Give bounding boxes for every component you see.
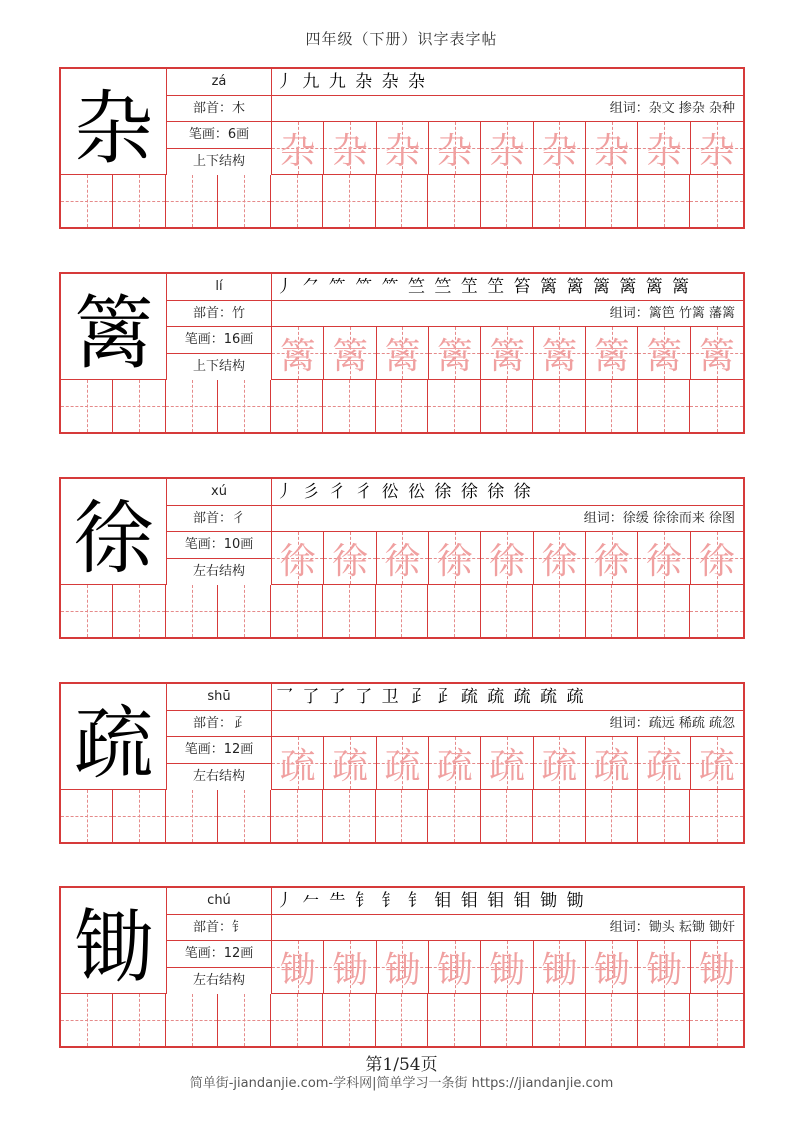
trace-cell [534,122,586,175]
trace-row [272,532,743,585]
word-list: 组词：篱笆 竹篱 藩篱 [272,301,743,328]
blank-cell [61,175,113,227]
trace-cell [272,737,324,790]
trace-cell [586,327,638,380]
blank-cell [481,994,533,1046]
blank-cell [218,380,270,432]
trace-row [272,122,743,175]
blank-cell [271,380,323,432]
blank-cell [323,790,375,842]
blank-cell [166,994,218,1046]
blank-cell [481,175,533,227]
blank-cell [533,994,585,1046]
practice-card [59,272,745,434]
blank-cell [428,994,480,1046]
trace-char: 徐 [488,540,525,582]
trace-cell [377,532,429,585]
radical: 部首：彳 [167,506,271,533]
trace-cell [481,327,533,380]
blank-cell [428,790,480,842]
pinyin: xú [167,479,271,506]
word-list: 组词：杂文 掺杂 杂种 [272,96,743,123]
blank-row [61,994,743,1046]
trace-char: 锄 [698,949,735,991]
big-character: 徐 [61,479,167,585]
blank-cell [113,585,165,637]
blank-cell [61,994,113,1046]
trace-char: 疏 [645,745,682,787]
trace-cell [481,941,533,994]
trace-char: 篱 [436,335,473,377]
blank-cell [376,380,428,432]
trace-row [272,737,743,790]
trace-char: 篱 [645,335,682,377]
trace-cell [534,941,586,994]
stroke-count: 笔画：12画 [167,941,271,968]
trace-cell [586,122,638,175]
trace-cell [324,532,376,585]
trace-cell [429,122,481,175]
big-character: 疏 [61,684,167,790]
trace-char: 徐 [436,540,473,582]
blank-cell [323,380,375,432]
blank-cell [61,790,113,842]
trace-cell [377,122,429,175]
trace-char: 杂 [645,130,682,172]
blank-cell [376,175,428,227]
big-character: 杂 [61,69,167,175]
stroke-count: 笔画：16画 [167,327,271,354]
site-footer: 简单街-jiandanjie.com-学科网|简单学习一条街 https://jiandanjie.com [189,1076,614,1091]
pinyin: lí [167,274,271,301]
trace-cell [534,327,586,380]
blank-cell [428,380,480,432]
trace-cell [272,532,324,585]
trace-char: 篱 [541,335,578,377]
trace-char: 锄 [279,949,316,991]
trace-char: 徐 [331,540,368,582]
blank-cell [690,380,742,432]
char-info [167,479,272,585]
char-info [167,274,272,380]
trace-char: 篱 [331,335,368,377]
trace-char: 杂 [279,130,316,172]
blank-cell [271,994,323,1046]
trace-cell [691,122,743,175]
blank-cell [218,790,270,842]
char-info [167,684,272,790]
trace-char: 锄 [384,949,421,991]
blank-cell [533,175,585,227]
trace-cell [691,737,743,790]
trace-char: 徐 [541,540,578,582]
stroke-order: 乛 了 了 了 卫 𤴔 𤴔 疏 疏 疏 疏 疏 [272,684,743,711]
word-list: 组词：锄头 耘锄 锄奸 [272,915,743,942]
trace-char: 杂 [541,130,578,172]
trace-cell [272,122,324,175]
trace-char: 锄 [488,949,525,991]
pinyin: zá [167,69,271,96]
trace-char: 杂 [384,130,421,172]
trace-cell [324,327,376,380]
trace-cell [324,737,376,790]
blank-cell [638,175,690,227]
trace-char: 徐 [279,540,316,582]
blank-cell [323,585,375,637]
stroke-order: 丿 𠂉 ⺧ 钅 钅 钅 钼 钼 钼 钼 锄 锄 [272,888,743,915]
blank-cell [323,175,375,227]
blank-cell [271,585,323,637]
radical: 部首：木 [167,96,271,123]
trace-cell [586,737,638,790]
blank-cell [586,175,638,227]
trace-cell [691,941,743,994]
trace-char: 疏 [279,745,316,787]
blank-cell [690,790,742,842]
trace-char: 杂 [331,130,368,172]
blank-cell [428,585,480,637]
blank-cell [586,790,638,842]
stroke-count: 笔画：12画 [167,737,271,764]
blank-cell [218,994,270,1046]
blank-cell [376,994,428,1046]
big-character: 锄 [61,888,167,994]
blank-cell [218,175,270,227]
blank-cell [113,790,165,842]
trace-cell [691,327,743,380]
blank-cell [638,585,690,637]
blank-cell [166,380,218,432]
trace-char: 篱 [384,335,421,377]
trace-char: 疏 [593,745,630,787]
trace-char: 疏 [384,745,421,787]
blank-cell [638,994,690,1046]
trace-cell [429,327,481,380]
trace-row [272,327,743,380]
blank-cell [533,380,585,432]
blank-cell [428,175,480,227]
blank-cell [690,585,742,637]
trace-cell [638,941,690,994]
trace-cell [272,327,324,380]
trace-char: 徐 [645,540,682,582]
trace-cell [586,532,638,585]
structure: 左右结构 [192,972,245,988]
trace-char: 徐 [384,540,421,582]
blank-cell [61,585,113,637]
stroke-order: 丿 ⺈ ⺮ ⺮ ⺮ 竺 竺 笁 笁 笞 篱 篱 篱 篱 篱 篱 [272,274,743,301]
trace-cell [429,737,481,790]
blank-cell [166,790,218,842]
trace-cell [586,941,638,994]
blank-cell [218,585,270,637]
trace-char: 杂 [593,130,630,172]
practice-card [59,67,745,229]
trace-cell [638,737,690,790]
char-info [167,69,272,175]
pinyin: shū [167,684,271,711]
stroke-count: 笔画：6画 [167,122,271,149]
page-number: 第1/54页 [365,1055,438,1075]
blank-row [61,790,743,842]
trace-cell [638,327,690,380]
blank-cell [481,380,533,432]
trace-char: 杂 [436,130,473,172]
trace-cell [481,532,533,585]
stroke-order: 丿 九 九 杂 杂 杂 [272,69,743,96]
structure: 上下结构 [192,153,245,169]
trace-cell [691,532,743,585]
trace-cell [534,737,586,790]
blank-row [61,585,743,637]
blank-cell [323,994,375,1046]
blank-row [61,175,743,227]
trace-char: 锄 [331,949,368,991]
trace-char: 徐 [698,540,735,582]
big-character: 篱 [61,274,167,380]
trace-cell [638,532,690,585]
trace-cell [481,737,533,790]
blank-cell [113,175,165,227]
structure: 上下结构 [192,358,245,374]
blank-cell [690,175,742,227]
radical: 部首：𤴔 [167,711,271,738]
trace-char: 篱 [488,335,525,377]
blank-cell [166,175,218,227]
trace-cell [534,532,586,585]
trace-cell [377,737,429,790]
blank-cell [533,585,585,637]
trace-char: 疏 [698,745,735,787]
structure: 左右结构 [192,563,245,579]
radical: 部首：钅 [167,915,271,942]
blank-cell [638,790,690,842]
trace-cell [429,941,481,994]
trace-char: 疏 [436,745,473,787]
blank-cell [481,585,533,637]
trace-char: 疏 [541,745,578,787]
blank-cell [376,790,428,842]
trace-cell [324,122,376,175]
trace-char: 疏 [488,745,525,787]
trace-cell [429,532,481,585]
page-title: 四年级（下册）识字表字帖 [305,30,498,48]
radical: 部首：竹 [167,301,271,328]
blank-cell [586,585,638,637]
trace-cell [481,122,533,175]
structure: 左右结构 [192,768,245,784]
blank-cell [376,585,428,637]
pinyin: chú [167,888,271,915]
blank-cell [61,380,113,432]
blank-cell [586,380,638,432]
blank-cell [113,380,165,432]
trace-cell [377,941,429,994]
practice-card [59,477,745,639]
blank-cell [638,380,690,432]
trace-char: 杂 [698,130,735,172]
trace-char: 锄 [436,949,473,991]
blank-cell [533,790,585,842]
blank-cell [271,790,323,842]
trace-row [272,941,743,994]
trace-cell [638,122,690,175]
blank-cell [271,175,323,227]
trace-char: 篱 [279,335,316,377]
trace-char: 徐 [593,540,630,582]
trace-cell [272,941,324,994]
trace-char: 锄 [645,949,682,991]
trace-char: 篱 [698,335,735,377]
practice-card [59,682,745,844]
trace-char: 篱 [593,335,630,377]
blank-cell [586,994,638,1046]
word-list: 组词：徐缓 徐徐而来 徐图 [272,506,743,533]
stroke-count: 笔画：10画 [167,532,271,559]
word-list: 组词：疏远 稀疏 疏忽 [272,711,743,738]
trace-char: 杂 [488,130,525,172]
blank-cell [166,585,218,637]
blank-cell [690,994,742,1046]
blank-cell [113,994,165,1046]
trace-cell [377,327,429,380]
char-info [167,888,272,994]
stroke-order: 丿 彡 彳 彳 彸 彸 徐 徐 徐 徐 [272,479,743,506]
trace-char: 锄 [541,949,578,991]
practice-card [59,886,745,1048]
blank-row [61,380,743,432]
trace-cell [324,941,376,994]
blank-cell [481,790,533,842]
trace-char: 锄 [593,949,630,991]
trace-char: 疏 [331,745,368,787]
